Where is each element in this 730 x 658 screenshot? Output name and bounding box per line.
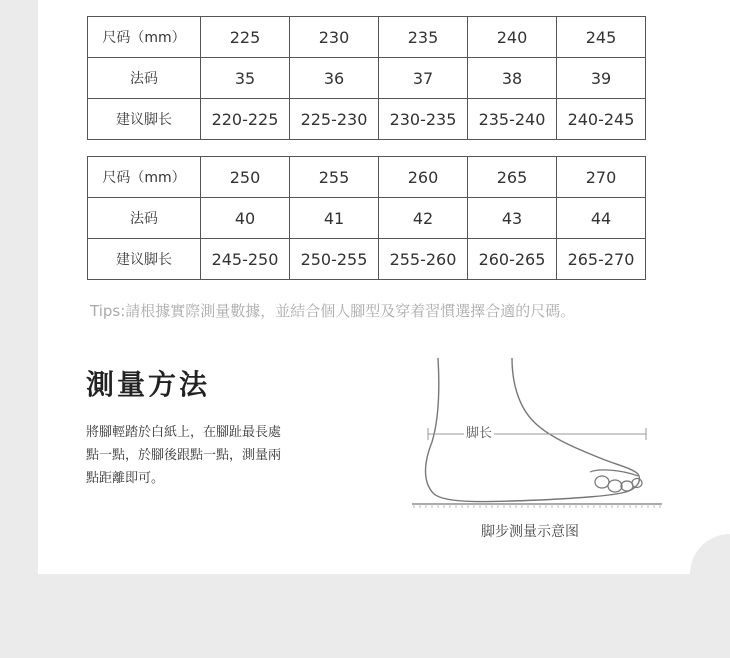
method-description — [86, 421, 336, 490]
table-row — [88, 157, 646, 198]
table-cell: 37 — [379, 58, 468, 99]
foot-outline — [426, 358, 640, 502]
table-row — [88, 58, 646, 99]
size-table-1 — [87, 16, 646, 140]
toe — [621, 481, 633, 491]
table-row — [88, 17, 646, 58]
table-cell: 245-250 — [201, 239, 290, 280]
table-cell: 40 — [201, 198, 290, 239]
row-label: 建议脚长 — [88, 239, 201, 280]
table-cell: 43 — [468, 198, 557, 239]
row-label: 尺码（mm） — [88, 157, 201, 198]
table-cell: 260-265 — [468, 239, 557, 280]
table-cell: 38 — [468, 58, 557, 99]
toe — [595, 476, 609, 488]
table-cell: 230-235 — [379, 99, 468, 140]
table-cell: 235-240 — [468, 99, 557, 140]
row-label: 法码 — [88, 198, 201, 239]
toe — [608, 480, 622, 492]
table-cell: 41 — [290, 198, 379, 239]
table-cell: 42 — [379, 198, 468, 239]
tips-note: Tips:請根據實際測量數據，並結合個人腳型及穿着習慣選擇合適的尺碼。 — [90, 302, 576, 320]
table-row — [88, 99, 646, 140]
row-label: 尺码（mm） — [88, 17, 201, 58]
diagram-caption: 脚步测量示意图 — [481, 524, 579, 540]
table-cell: 44 — [557, 198, 646, 239]
table-cell: 220-225 — [201, 99, 290, 140]
method-line: 點距離即可。 — [86, 471, 165, 486]
table-cell: 235 — [379, 17, 468, 58]
table-cell: 250 — [201, 157, 290, 198]
table-cell: 240 — [468, 17, 557, 58]
table-cell: 230 — [290, 17, 379, 58]
table-cell: 39 — [557, 58, 646, 99]
table-cell: 36 — [290, 58, 379, 99]
table-cell: 35 — [201, 58, 290, 99]
table-cell: 225 — [201, 17, 290, 58]
method-line: 將腳輕踏於白紙上，在腳趾最長處 — [86, 425, 282, 440]
row-label: 法码 — [88, 58, 201, 99]
row-label: 建议脚长 — [88, 99, 201, 140]
foot-length-label: 脚长 — [464, 422, 494, 441]
table-cell: 260 — [379, 157, 468, 198]
table-cell: 255 — [290, 157, 379, 198]
table-cell: 265 — [468, 157, 557, 198]
method-line: 點一點，於腳後跟點一點，測量兩 — [86, 448, 282, 463]
table-row — [88, 198, 646, 239]
table-cell: 240-245 — [557, 99, 646, 140]
table-cell: 255-260 — [379, 239, 468, 280]
table-cell: 265-270 — [557, 239, 646, 280]
table-cell: 270 — [557, 157, 646, 198]
size-table-2 — [87, 156, 646, 280]
table-cell: 245 — [557, 17, 646, 58]
table-cell: 250-255 — [290, 239, 379, 280]
table-row — [88, 239, 646, 280]
method-title: 測量方法 — [86, 368, 211, 401]
table-cell: 225-230 — [290, 99, 379, 140]
